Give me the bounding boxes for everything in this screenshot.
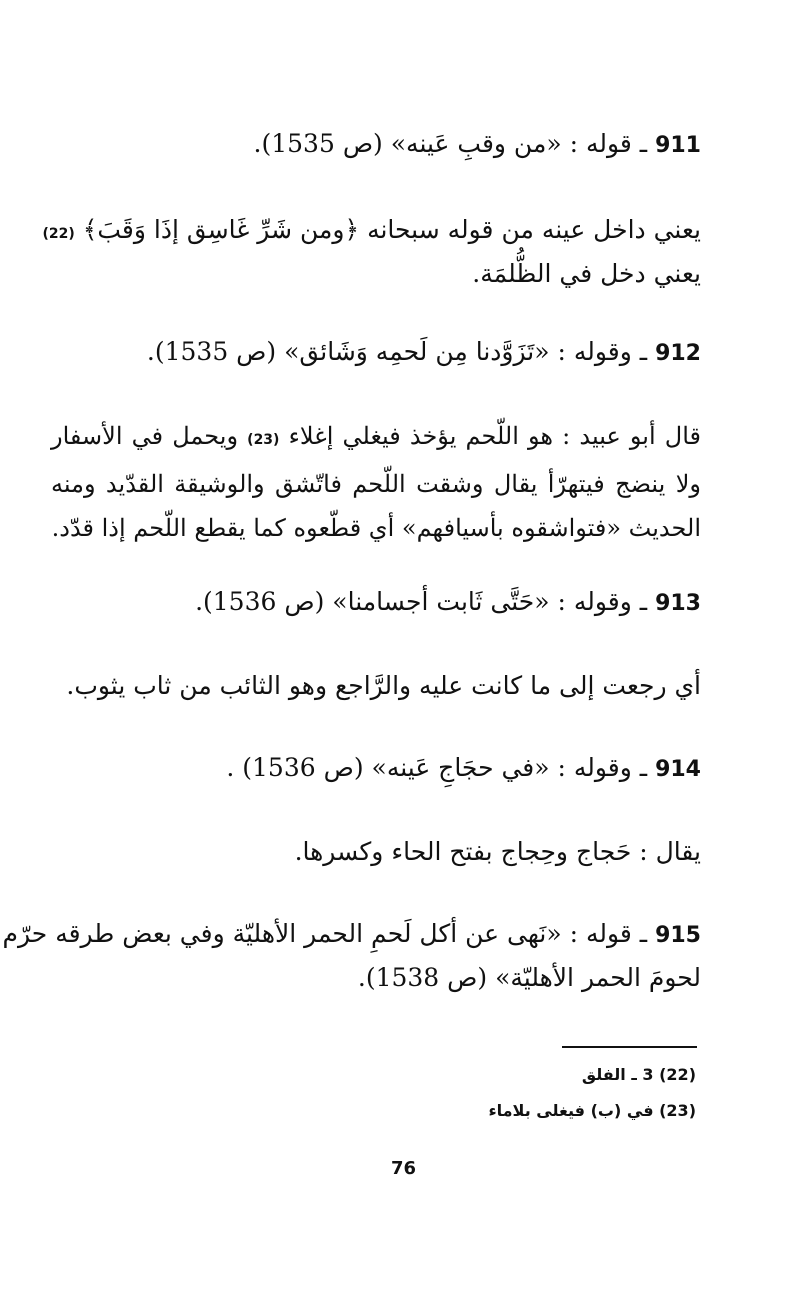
body-text: قال أبو عبيد : هو اللّحم يؤخذ فيغلي إغلاء bbox=[288, 422, 701, 450]
entry-text: ـ وقوله : «حَتَّى ثَابت أجسامنا» (ص 1536). bbox=[195, 587, 648, 616]
body-text: ويحمل في الأسفار ولا ينضج فيتهرّأ يقال وشقت اللّحم فاتّشق والوشيقة القدّيد ومنه الحديث «فتواشقوه بأسيافهم» أي قطّعوه كما يقطع اللّحم إذا قدّد. bbox=[51, 422, 701, 542]
footnote-divider bbox=[562, 1046, 697, 1048]
entry-number: 912 bbox=[655, 341, 701, 366]
entry-text: ـ قوله : «من وقبِ عَينه» (ص 1535). bbox=[253, 129, 648, 158]
entry-912-heading bbox=[147, 334, 701, 372]
body-text: أي رجعت إلى ما كانت عليه والرَّاجع وهو الثائب من ثاب يثوب. bbox=[66, 671, 701, 700]
entry-913-heading bbox=[195, 584, 701, 622]
body-text: يعني دخل في الظُّلمَة. bbox=[472, 259, 701, 288]
footnote-23: (23) في (ب) فيغلى بلاماء bbox=[488, 1101, 696, 1120]
entry-914-heading bbox=[226, 750, 701, 788]
footnote-22: (22) 3 ـ الفلق bbox=[581, 1065, 696, 1084]
entry-text: ـ وقوله : «تَزَوَّدنا مِن لَحمِه وَشَائق» (ص 1535). bbox=[146, 337, 648, 366]
entry-911-body-line2 bbox=[472, 256, 701, 292]
entry-915-heading bbox=[3, 916, 701, 954]
footnote-ref-23: (23) bbox=[247, 432, 280, 448]
entry-913-body bbox=[66, 668, 701, 704]
entry-number: 914 bbox=[655, 757, 701, 782]
entry-911-heading bbox=[254, 126, 701, 164]
entry-911-body-line1 bbox=[42, 212, 701, 252]
entry-text: ـ قوله : «نَهى عن أكل لَحمِ الحمر الأهليّة وفي بعض طرقه حرّم bbox=[2, 919, 648, 948]
entry-text: ـ وقوله : «في حجَاجِ عَينه» (ص 1536) . bbox=[226, 753, 648, 782]
body-text: يعني داخل عينه من قوله سبحانه ﴿ومن شَرِّ غَاسِق إذَا وَقَبَ﴾ bbox=[82, 215, 701, 244]
entry-915-line2 bbox=[358, 960, 701, 996]
entry-number: 913 bbox=[655, 591, 701, 616]
body-text: يقال : حَجاج وحِجاج بفتح الحاء وكسرها. bbox=[294, 837, 701, 866]
entry-text: لحومَ الحمر الأهليّة» (ص 1538). bbox=[357, 963, 701, 992]
entry-912-body bbox=[51, 414, 701, 550]
footnote-ref-22: (22) bbox=[42, 226, 75, 242]
entry-number: 915 bbox=[655, 923, 701, 948]
entry-number: 911 bbox=[655, 133, 701, 158]
entry-914-body bbox=[295, 834, 701, 870]
page-number: 76 bbox=[390, 1158, 417, 1179]
